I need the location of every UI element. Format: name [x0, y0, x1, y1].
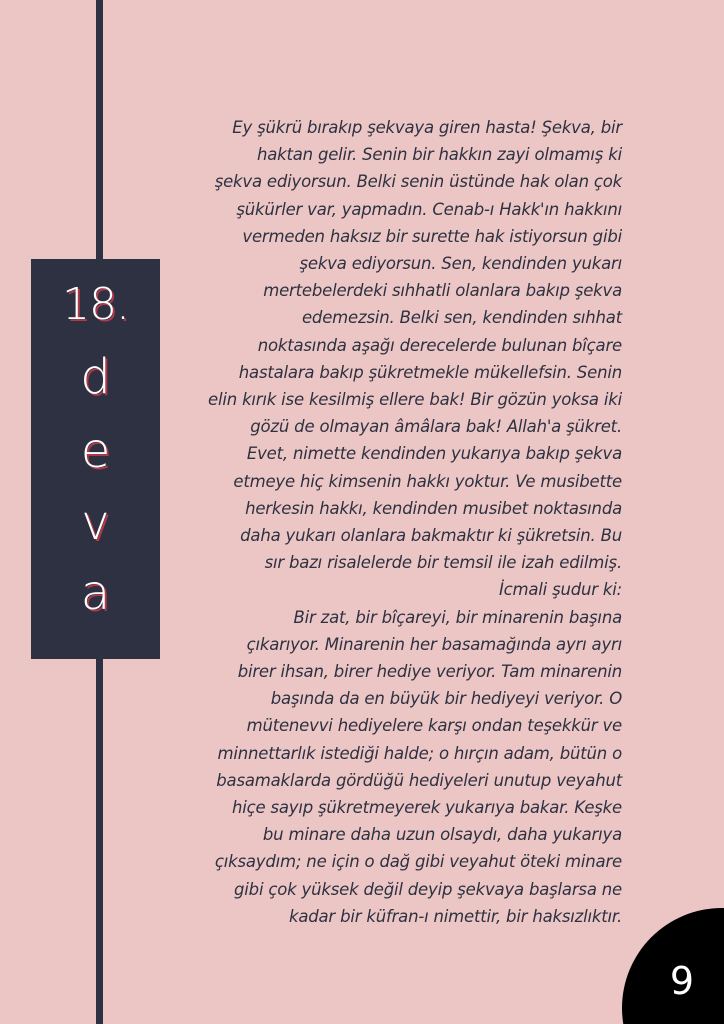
chapter-title-letter: e [80, 423, 111, 479]
body-text-line: noktasında aşağı derecelerde bulunan bîçare [257, 335, 622, 355]
body-text-line: herkesin hakkı, kendinden musibet noktasında [245, 498, 622, 518]
body-text-line: haktan gelir. Senin bir hakkın zayi olmamış ki [256, 145, 622, 165]
body-text-line: elin kırık ise kesilmiş ellere bak! Bir gözün yoksa iki [208, 390, 622, 410]
body-text-line: kadar bir küfran-ı nimettir, bir haksızlıktır. [288, 906, 622, 926]
body-text-line: çıkarıyor. Minarenin her basamağında ayrı ayrı [246, 634, 622, 654]
body-text-line: minnettarlık istediği halde; o hırçın adam, bütün o [217, 743, 622, 763]
body-text-line: sır bazı risalelerde bir temsil ile izah edilmiş. [264, 553, 622, 573]
body-text-line: basamaklarda gördüğü hediyeleri unutup veyahut [216, 770, 622, 790]
body-text-line: etmeye hiç kimsenin hakkı yoktur. Ve musibette [233, 471, 622, 491]
chapter-title-letter: a [80, 565, 111, 621]
chapter-title-box [31, 259, 160, 659]
body-text-line: birer ihsan, birer hediye veriyor. Tam minarenin [237, 662, 622, 682]
body-text-line: daha yukarı olanlara bakmaktır ki şükretsin. Bu [240, 526, 622, 546]
body-text-line: başında da en büyük bir hediyeyi veriyor. O [270, 689, 622, 709]
body-text-line: vermeden haksız bir surette hak istiyorsun gibi [242, 226, 622, 246]
chapter-title-letter: v [81, 495, 110, 551]
body-text-line: Evet, nimette kendinden yukarıya bakıp şekva [246, 444, 622, 464]
body-text-line: edemezsin. Belki sen, kendinden sıhhat [301, 308, 622, 328]
body-text-line: mütenevvi hediyelere karşı ondan teşekkür ve [246, 716, 622, 736]
chapter-title-letter: d [80, 349, 111, 405]
body-text-line: İcmali şudur ki: [498, 580, 622, 600]
body-text-line: şekva ediyorsun. Belki senin üstünde hak olan çok [214, 172, 622, 192]
body-text-line: çıksaydım; ne için o dağ gibi veyahut öteki minare [214, 852, 622, 872]
body-text-line: şükürler var, yapmadın. Cenab-ı Hakk'ın hakkını [236, 199, 622, 219]
body-text-line: şekva ediyorsun. Sen, kendinden yukarı [299, 254, 622, 274]
body-text-line: hiçe sayıp şükretmeyerek yukarıya bakar. Keşke [231, 798, 622, 818]
body-text-line: gözü de olmayan âmâlara bak! Allah'a şükret. [250, 417, 622, 437]
page-number: 9 [669, 959, 695, 1003]
body-text-line: hastalara bakıp şükretmekle mükellefsin. Senin [238, 362, 622, 382]
body-paragraph [176, 114, 622, 930]
body-text-line: Bir zat, bir bîçareyi, bir minarenin başına [293, 607, 622, 627]
body-text-line: gibi çok yüksek değil deyip şekvaya başlarsa ne [234, 879, 622, 899]
body-text-line: mertebelerdeki sıhhatli olanlara bakıp şekva [263, 281, 622, 301]
chapter-number: 18. [62, 279, 129, 330]
body-text-line: Ey şükrü bırakıp şekvaya giren hasta! Şekva, bir [232, 118, 622, 137]
body-text-line: bu minare daha uzun olsaydı, daha yukarıya [262, 825, 622, 845]
